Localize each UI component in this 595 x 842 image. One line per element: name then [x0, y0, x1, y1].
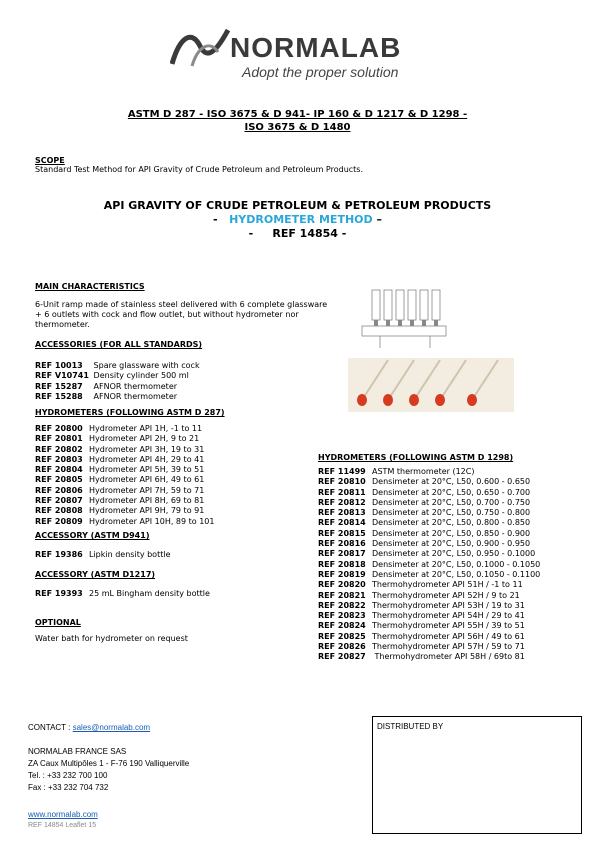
- item-desc: 25 mL Bingham density bottle: [89, 589, 210, 598]
- item-ref: REF 20813: [318, 508, 366, 518]
- item-desc: Densimeter at 20°C, L50, 0.850 - 0.900: [372, 528, 531, 538]
- item-ref: REF V10741: [35, 371, 89, 381]
- list-item: [318, 591, 540, 601]
- product-ref: - REF 14854 -: [248, 227, 347, 240]
- normalab-logo-icon: [170, 26, 230, 68]
- item-desc: Thermohydrometer API 55H / 39 to 51: [372, 621, 525, 631]
- list-item: [35, 361, 200, 371]
- list-item: [35, 475, 215, 485]
- item-desc: Densimeter at 20°C, L50, 0.750 - 0.800: [372, 508, 531, 518]
- list-item: [318, 549, 540, 559]
- fax: Fax : +33 232 704 732: [28, 783, 109, 792]
- item-ref: REF 20812: [318, 497, 366, 507]
- list-item: [318, 652, 540, 662]
- contact-line: [28, 722, 150, 734]
- list-item: [318, 488, 540, 498]
- item-ref: REF 20825: [318, 631, 366, 641]
- accessory-d941-heading: ACCESSORY (ASTM D941): [35, 531, 150, 540]
- brand-tagline: Adopt the proper solution: [242, 64, 399, 80]
- item-ref: REF 20802: [35, 444, 83, 454]
- item-desc: Spare glassware with cock: [93, 361, 200, 370]
- item-desc: Thermohydrometer API 56H / 49 to 61: [372, 631, 525, 641]
- item-desc: Hydrometer API 1H, -1 to 11: [89, 424, 203, 433]
- list-item: [318, 498, 540, 508]
- standards-line-2: ISO 3675 & D 1480: [244, 122, 351, 133]
- list-item: [35, 382, 200, 392]
- item-desc: Hydrometer API 8H, 69 to 81: [89, 496, 205, 506]
- item-ref: REF 20806: [35, 485, 83, 495]
- item-ref: REF 20826: [318, 642, 366, 652]
- item-ref: REF 20824: [318, 621, 366, 631]
- item-ref: REF 20800: [35, 424, 83, 433]
- main-text-line: + 6 outlets with cock and flow outlet, but without hydrometer nor: [35, 310, 299, 319]
- item-ref: REF 15288: [35, 391, 83, 401]
- item-desc: Density cylinder 500 ml: [93, 371, 189, 381]
- ramp-drawing-icon: [360, 286, 450, 354]
- list-item: [35, 371, 200, 381]
- item-desc: Thermohydrometer API 51H / -1 to 11: [372, 580, 523, 590]
- list-item: [35, 486, 215, 496]
- item-ref: REF 15287: [35, 381, 83, 391]
- scope-heading: SCOPE: [35, 156, 65, 165]
- product-subtitle: [60, 213, 535, 226]
- item-desc: Thermohydrometer API 57H / 59 to 71: [372, 642, 525, 652]
- optional-text: Water bath for hydrometer on request: [35, 634, 188, 643]
- item-ref: REF 20807: [35, 496, 83, 506]
- main-characteristics-heading: MAIN CHARACTERISTICS: [35, 282, 145, 291]
- list-item: [35, 392, 200, 402]
- product-title: API GRAVITY OF CRUDE PETROLEUM & PETROLEUM PRODUCTS: [103, 199, 492, 212]
- item-ref: REF 20814: [318, 518, 366, 528]
- item-desc: Densimeter at 20°C, L50, 0.1000 - 0.1050: [372, 559, 541, 569]
- item-ref: REF 20809: [35, 516, 83, 526]
- list-item: [318, 632, 540, 642]
- list-item: [35, 506, 215, 516]
- item-ref: REF 20822: [318, 600, 366, 610]
- hydrometers-d1298-heading: HYDROMETERS (FOLLOWING ASTM D 1298): [318, 453, 514, 462]
- item-ref: REF 20815: [318, 528, 366, 538]
- item-desc: AFNOR thermometer: [93, 381, 178, 391]
- list-item: [318, 642, 540, 652]
- list-item: [318, 539, 540, 549]
- item-desc: Densimeter at 20°C, L50, 0.950 - 0.1000: [372, 549, 536, 559]
- item-ref: REF 11499: [318, 467, 366, 476]
- main-text-line: thermometer.: [35, 320, 90, 329]
- item-desc: Thermohydrometer API 54H / 29 to 41: [372, 611, 525, 621]
- list-item: [35, 496, 215, 506]
- list-item: [318, 601, 540, 611]
- item-desc: Densimeter at 20°C, L50, 0.1050 - 0.1100: [372, 569, 541, 579]
- subtitle-dash-end: –: [376, 213, 382, 226]
- item-ref: REF 20811: [318, 487, 366, 497]
- list-item: [318, 467, 540, 477]
- item-desc: Hydrometer API 2H, 9 to 21: [89, 434, 200, 444]
- item-ref: REF 20804: [35, 465, 83, 475]
- list-item: [35, 465, 215, 475]
- item-ref: REF 20820: [318, 580, 366, 590]
- item-ref: REF 20818: [318, 559, 366, 569]
- main-characteristics-text: [35, 300, 327, 330]
- list-item: [35, 445, 215, 455]
- item-ref: REF 19393: [35, 589, 83, 598]
- item-ref: REF 20810: [318, 477, 366, 487]
- item-desc: Thermohydrometer API 58H / 69to 81: [372, 652, 525, 662]
- list-item: [35, 434, 215, 444]
- scope-text: Standard Test Method for API Gravity of Crude Petroleum and Petroleum Products.: [35, 165, 364, 174]
- brand-name: NORMALAB: [230, 32, 402, 63]
- subtitle-dash: -: [213, 213, 218, 226]
- address: ZA Caux Multipôles 1 - F-76 190 Valliquerville: [28, 759, 190, 768]
- accessory-d1217-heading: ACCESSORY (ASTM D1217): [35, 570, 156, 579]
- item-desc: Hydrometer API 10H, 89 to 101: [89, 516, 215, 526]
- list-item: [318, 560, 540, 570]
- item-ref: REF 19386: [35, 550, 83, 559]
- main-text-line: 6-Unit ramp made of stainless steel delivered with 6 complete glassware: [35, 300, 328, 309]
- item-ref: REF 20801: [35, 434, 83, 444]
- item-desc: Thermohydrometer API 52H / 9 to 21: [372, 590, 520, 600]
- list-item: [318, 477, 540, 487]
- hydrometers-d1298-list: [318, 467, 540, 663]
- item-ref: REF 20803: [35, 454, 83, 464]
- item-desc: Hydrometer API 5H, 39 to 51: [89, 465, 205, 475]
- item-ref: REF 20816: [318, 539, 366, 549]
- item-ref: REF 20808: [35, 506, 83, 516]
- accessories-heading: ACCESSORIES (FOR ALL STANDARDS): [35, 340, 203, 349]
- item-ref: REF 10013: [35, 361, 83, 370]
- item-desc: Thermohydrometer API 53H / 19 to 31: [372, 600, 525, 610]
- standards-title: [80, 108, 515, 134]
- item-desc: Lipkin density bottle: [89, 550, 171, 559]
- hydrometers-photo-icon: [348, 358, 514, 412]
- website-link[interactable]: www.normalab.com: [28, 810, 98, 819]
- accessories-list: [35, 361, 200, 402]
- item-ref: REF 20819: [318, 569, 366, 579]
- list-item: [35, 517, 215, 527]
- item-ref: REF 20805: [35, 475, 83, 485]
- item-desc: Densimeter at 20°C, L50, 0.600 - 0.650: [372, 477, 531, 487]
- standards-line-1: ASTM D 287 - ISO 3675 & D 941- IP 160 & D 1217 & D 1298 -: [127, 109, 468, 120]
- list-item: [318, 518, 540, 528]
- contact-label: CONTACT :: [28, 723, 71, 732]
- item-desc: Hydrometer API 6H, 49 to 61: [89, 475, 205, 485]
- list-item: [35, 424, 215, 434]
- list-item: [35, 455, 215, 465]
- item-desc: AFNOR thermometer: [93, 391, 178, 401]
- item-ref: REF 20827: [318, 652, 366, 662]
- item-ref: REF 20817: [318, 549, 366, 559]
- list-item: [318, 580, 540, 590]
- phone: Tel. : +33 232 700 100: [28, 771, 108, 780]
- distributed-by-box: [372, 716, 582, 834]
- leaflet-ref: REF 14854 Leaflet 15: [28, 822, 97, 829]
- item-ref: REF 20821: [318, 590, 366, 600]
- hydrometers-d287-heading: HYDROMETERS (FOLLOWING ASTM D 287): [35, 408, 225, 417]
- item-desc: Hydrometer API 3H, 19 to 31: [89, 444, 205, 454]
- item-desc: Hydrometer API 4H, 29 to 41: [89, 454, 205, 464]
- item-desc: Densimeter at 20°C, L50, 0.900 - 0.950: [372, 539, 531, 549]
- list-item: [35, 589, 210, 599]
- item-desc: Densimeter at 20°C, L50, 0.800 - 0.850: [372, 518, 531, 528]
- list-item: [318, 570, 540, 580]
- email-link[interactable]: sales@normalab.com: [72, 723, 151, 732]
- item-desc: Hydrometer API 7H, 59 to 71: [89, 485, 205, 495]
- distributed-by-label: DISTRIBUTED BY: [377, 722, 444, 731]
- item-ref: REF 20823: [318, 611, 366, 621]
- item-desc: Densimeter at 20°C, L50, 0.700 - 0.750: [372, 497, 531, 507]
- method-name: HYDROMETER METHOD: [229, 213, 373, 226]
- item-desc: Hydrometer API 9H, 79 to 91: [89, 506, 205, 516]
- list-item: [318, 611, 540, 621]
- list-item: [318, 508, 540, 518]
- item-desc: Densimeter at 20°C, L50, 0.650 - 0.700: [372, 487, 531, 497]
- list-item: [318, 621, 540, 631]
- list-item: [318, 529, 540, 539]
- list-item: [35, 550, 171, 560]
- optional-heading: OPTIONAL: [35, 618, 81, 627]
- item-desc: ASTM thermometer (12C): [372, 467, 475, 476]
- hydrometers-d287-list: [35, 424, 215, 527]
- company-address: [28, 746, 189, 794]
- company-name: NORMALAB FRANCE SAS: [28, 747, 127, 756]
